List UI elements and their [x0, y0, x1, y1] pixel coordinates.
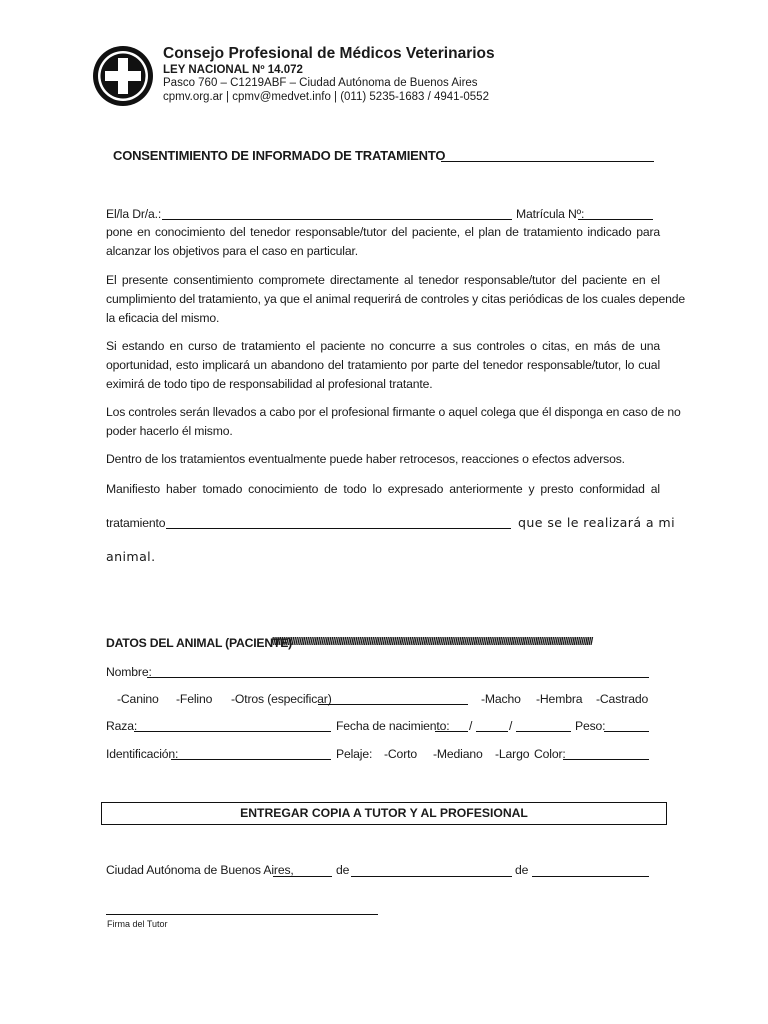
treatment-field[interactable] — [166, 528, 511, 529]
paragraph-line: El presente consentimiento compromete directamente al tenedor responsable/tutor del paciente en el — [106, 273, 660, 287]
org-contact: cpmv.org.ar | cpmv@medvet.info | (011) 5235-1683 / 4941-0552 — [163, 91, 489, 103]
birth-month-field[interactable] — [476, 731, 508, 732]
color-field[interactable] — [563, 759, 649, 760]
sex-hembra[interactable]: -Hembra — [536, 692, 583, 706]
species-other-field[interactable] — [318, 704, 468, 705]
paragraph-line: oportunidad, esto implicará un abandono del tratamiento por parte del tenedor responsable/tutor, lo cual — [106, 358, 660, 372]
species-felino[interactable]: -Felino — [176, 692, 213, 706]
paragraph-line: Si estando en curso de tratamiento el paciente no concurre a sus controles o citas, en más de una — [106, 339, 660, 353]
identification-label: Identificación: — [106, 747, 179, 761]
name-label: Nombre: — [106, 665, 152, 679]
sex-castrado[interactable]: -Castrado — [596, 692, 649, 706]
date-separator: / — [469, 719, 473, 733]
birth-day-field[interactable] — [435, 731, 468, 732]
coat-mediano[interactable]: -Mediano — [433, 747, 483, 761]
slash-rule: ///////////////////////////////////////////////////////////////////////////////////////////////////////////////////////////////////////////////////////////////////////////// — [271, 636, 593, 648]
date-separator: / — [509, 719, 513, 733]
license-label: Matrícula Nº: — [516, 207, 585, 221]
animal-word: animal. — [106, 549, 156, 564]
cross-seal-icon — [92, 45, 154, 107]
paragraph-line: Dentro de los tratamientos eventualmente puede haber retrocesos, reacciones o efectos adversos. — [106, 452, 625, 466]
treatment-suffix: que se le realizará a mi — [518, 515, 675, 530]
document-title: CONSENTIMIENTO DE INFORMADO DE TRATAMIENTO — [113, 148, 446, 163]
signature-caption: Firma del Tutor — [107, 919, 168, 929]
paragraph-line: cumplimiento del tratamiento, ya que el animal requerirá de controles y citas periódicas de los cuales depende — [106, 292, 685, 306]
paragraph-line: poder hacerlo él mismo. — [106, 424, 233, 438]
org-name: Consejo Profesional de Médicos Veterinarios — [163, 45, 495, 62]
breed-field[interactable] — [134, 731, 331, 732]
identification-field[interactable] — [171, 759, 331, 760]
paragraph-line: Los controles serán llevados a cabo por el profesional firmante o aquel colega que él disponga en caso de no — [106, 405, 681, 419]
species-otros[interactable]: -Otros (especificar) — [231, 692, 332, 706]
title-blank[interactable] — [441, 161, 654, 162]
species-canino[interactable]: -Canino — [117, 692, 159, 706]
day-field[interactable] — [273, 876, 332, 877]
signature-line[interactable] — [106, 914, 378, 915]
month-field[interactable] — [351, 876, 512, 877]
treatment-label: tratamiento — [106, 516, 166, 530]
year-field[interactable] — [532, 876, 649, 877]
org-address: Pasco 760 – C1219ABF – Ciudad Autónoma de Buenos Aires — [163, 77, 478, 89]
intro-line: pone en conocimiento del tenedor responsable/tutor del paciente, el plan de tratamiento indicado para — [106, 225, 660, 239]
animal-name-field[interactable] — [147, 677, 649, 678]
intro-line: alcanzar los objetivos para el caso en particular. — [106, 244, 358, 258]
org-law: LEY NACIONAL Nº 14.072 — [163, 64, 303, 76]
coat-largo[interactable]: -Largo — [495, 747, 530, 761]
birth-year-field[interactable] — [516, 731, 571, 732]
animal-section-title: DATOS DEL ANIMAL (PACIENTE) — [106, 636, 292, 650]
coat-label: Pelaje: — [336, 747, 373, 761]
paragraph-line: eximirá de todo tipo de responsabilidad al profesional tratante. — [106, 377, 433, 391]
paragraph-line: la eficacia del mismo. — [106, 311, 220, 325]
city-label: Ciudad Autónoma de Buenos Aires, — [106, 863, 294, 877]
de-label: de — [336, 863, 350, 877]
doctor-name-field[interactable] — [162, 219, 512, 220]
breed-label: Raza: — [106, 719, 138, 733]
copy-instructions-box: ENTREGAR COPIA A TUTOR Y AL PROFESIONAL — [101, 802, 667, 825]
weight-field[interactable] — [604, 731, 649, 732]
doctor-label: El/la Dr/a.: — [106, 207, 162, 221]
de-label: de — [515, 863, 529, 877]
license-field[interactable] — [578, 219, 653, 220]
birth-date-label: Fecha de nacimiento: — [336, 719, 450, 733]
sex-macho[interactable]: -Macho — [481, 692, 521, 706]
color-label: Color: — [534, 747, 566, 761]
weight-label: Peso: — [575, 719, 606, 733]
coat-corto[interactable]: -Corto — [384, 747, 417, 761]
paragraph-line: Manifiesto haber tomado conocimiento de todo lo expresado anteriormente y presto conformidad al — [106, 482, 660, 496]
